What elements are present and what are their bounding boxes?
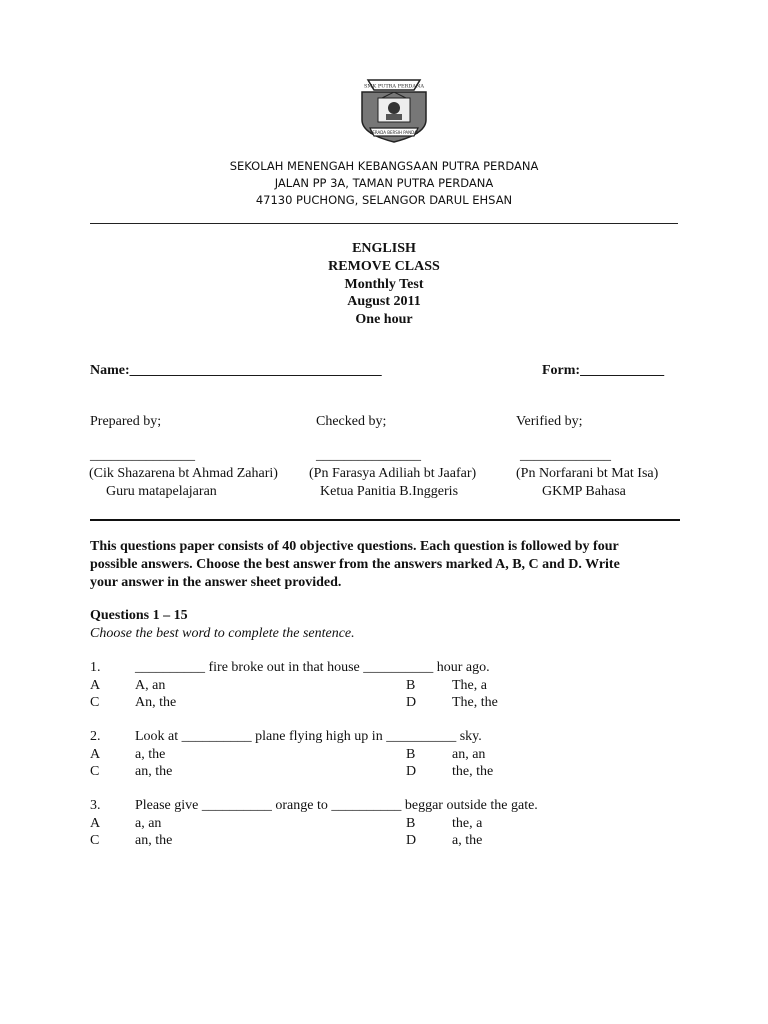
option-text: an, the: [135, 833, 173, 848]
option-letter: B: [406, 816, 416, 831]
option-text: a, the: [135, 747, 166, 762]
option-letter: D: [406, 833, 417, 848]
signature-divider: [90, 519, 680, 521]
exam-date: August 2011: [347, 294, 421, 309]
question-number: 1.: [90, 660, 101, 675]
verified-by-title: GKMP Bahasa: [542, 484, 626, 499]
verified-by-label: Verified by;: [516, 414, 583, 429]
option-text: A, an: [135, 678, 166, 693]
option-text: an, an: [452, 747, 486, 762]
option-letter: A: [90, 747, 101, 762]
exam-duration: One hour: [355, 312, 413, 327]
form-field[interactable]: Form:____________: [542, 363, 665, 378]
exam-subject: ENGLISH: [352, 241, 416, 256]
header-divider: [90, 223, 678, 224]
option-letter: D: [406, 695, 417, 710]
section-title: Questions 1 – 15: [90, 608, 188, 623]
crest-motto-text: SMK PUTRA PERDANA: [363, 83, 425, 90]
option-text: an, the: [135, 764, 173, 779]
exam-class: REMOVE CLASS: [328, 259, 440, 274]
option-letter: C: [90, 764, 100, 779]
option-letter: D: [406, 764, 417, 779]
option-letter: B: [406, 747, 416, 762]
option-letter: A: [90, 678, 101, 693]
prepared-by-label: Prepared by;: [90, 414, 162, 429]
section-subtitle: Choose the best word to complete the sentence.: [90, 626, 355, 641]
question-number: 3.: [90, 798, 101, 813]
checked-by-name: (Pn Farasya Adiliah bt Jaafar): [309, 466, 477, 481]
prepared-by-signature-line: _______________: [90, 448, 195, 463]
question-text: __________ fire broke out in that house __________ hour ago.: [135, 660, 490, 675]
option-text: The, the: [452, 695, 498, 710]
school-name: SEKOLAH MENENGAH KEBANGSAAN PUTRA PERDANA: [229, 159, 539, 173]
option-text: An, the: [135, 695, 177, 710]
school-crest-logo: [352, 68, 436, 148]
option-letter: C: [90, 695, 100, 710]
option-letter: A: [90, 816, 101, 831]
option-text: a, an: [135, 816, 162, 831]
prepared-by-name: (Cik Shazarena bt Ahmad Zahari): [89, 466, 278, 481]
prepared-by-title: Guru matapelajaran: [106, 484, 217, 499]
option-text: The, a: [452, 678, 487, 693]
checked-by-title: Ketua Panitia B.Inggeris: [320, 484, 459, 499]
crest-banner-text: PERADA BERSIH PANDAI: [369, 130, 419, 135]
instructions-line2: possible answers. Choose the best answer from the answers marked A, B, C and D. Write: [90, 557, 620, 572]
option-text: a, the: [452, 833, 483, 848]
exam-type: Monthly Test: [344, 277, 424, 292]
option-text: the, the: [452, 764, 494, 779]
checked-by-signature-line: _______________: [316, 448, 421, 463]
verified-by-name: (Pn Norfarani bt Mat Isa): [516, 466, 659, 481]
option-text: the, a: [452, 816, 483, 831]
name-field[interactable]: Name:____________________________________: [90, 363, 382, 378]
question-number: 2.: [90, 729, 101, 744]
option-letter: B: [406, 678, 416, 693]
option-letter: C: [90, 833, 100, 848]
question-text: Please give __________ orange to __________ beggar outside the gate.: [135, 798, 538, 813]
instructions-line1: This questions paper consists of 40 objective questions. Each question is followed by four: [90, 539, 619, 554]
school-address-line2: 47130 PUCHONG, SELANGOR DARUL EHSAN: [255, 193, 513, 207]
verified-by-signature-line: _____________: [520, 448, 611, 463]
question-text: Look at __________ plane flying high up in __________ sky.: [135, 729, 482, 744]
checked-by-label: Checked by;: [316, 414, 387, 429]
school-address-line1: JALAN PP 3A, TAMAN PUTRA PERDANA: [274, 176, 494, 190]
instructions-line3: your answer in the answer sheet provided.: [90, 575, 342, 590]
